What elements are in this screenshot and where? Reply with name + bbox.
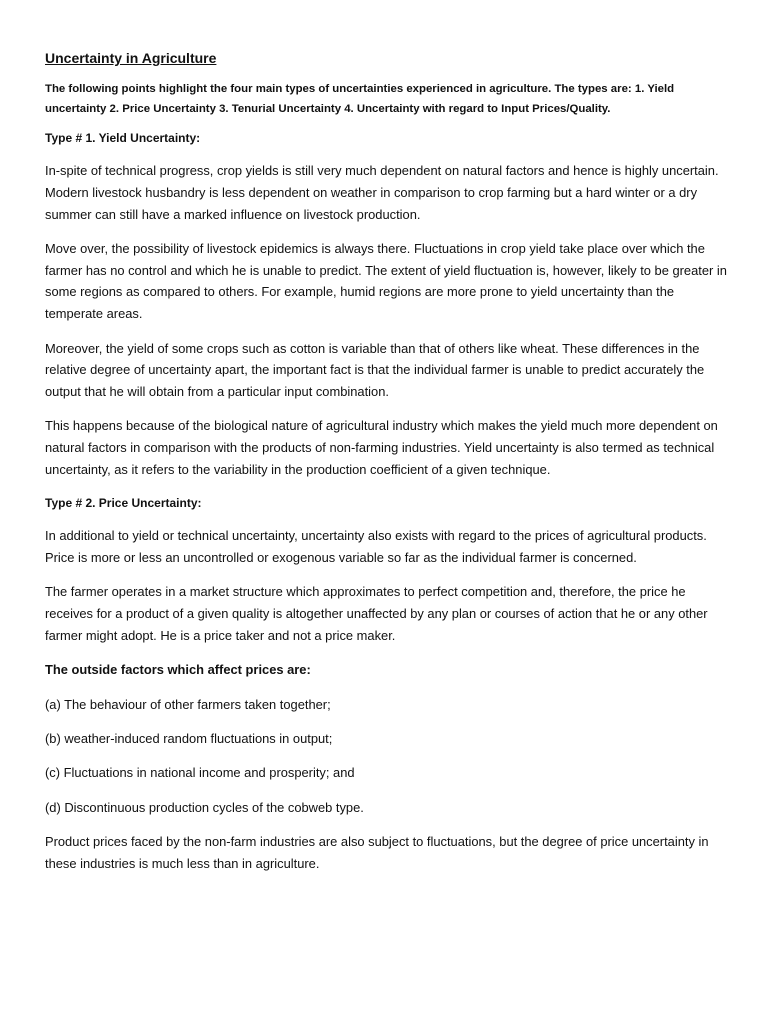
paragraph: The farmer operates in a market structure which approximates to perfect competition and, therefore, the price he receives for a product of a given quality is altogether unaffected by any plan or courses of action that he or any other farmer might adopt. He is a price taker and not a price maker. xyxy=(45,584,708,644)
section-heading-yield: Type # 1. Yield Uncertainty: xyxy=(45,131,201,145)
list-item: (c) Fluctuations in national income and prosperity; and xyxy=(45,765,355,781)
list-item: (d) Discontinuous production cycles of the cobweb type. xyxy=(45,799,364,815)
list-item: (b) weather-induced random fluctuations in output; xyxy=(45,730,333,746)
paragraph: This happens because of the biological nature of agricultural industry which makes the yield much more dependent on natural factors in comparison with the products of non-farming industries. Yield uncertainty is also termed as technical uncertainty, as it refers to the variability in the production coefficient of a given technique. xyxy=(45,418,718,478)
document-page xyxy=(45,48,735,887)
section-heading-price: Type # 2. Price Uncertainty: xyxy=(45,496,202,511)
factors-heading: The outside factors which affect prices are: xyxy=(45,662,311,678)
document-title: Uncertainty in Agriculture xyxy=(45,50,217,66)
paragraph: Moreover, the yield of some crops such as cotton is variable than that of others like wheat. These differences in the relative degree of uncertainty apart, the important fact is that the individual farmer is unable to predict accurately the output that he will obtain from a particular input combination. xyxy=(45,340,705,400)
closing-paragraph: Product prices faced by the non-farm industries are also subject to fluctuations, but the degree of price uncertainty in these industries is much less than in agriculture. xyxy=(45,833,709,871)
paragraph: In additional to yield or technical uncertainty, uncertainty also exists with regard to the prices of agricultural products. Price is more or less an uncontrolled or exogenous variable so far as the individual farmer is concerned. xyxy=(45,528,707,566)
paragraph: In-spite of technical progress, crop yields is still very much dependent on natural factors and hence is highly uncertain. Modern livestock husbandry is less dependent on weather in comparison to crop farming but a hard winter or a dry summer can still have a marked influence on livestock production. xyxy=(45,163,719,222)
intro-paragraph: The following points highlight the four main types of uncertainties experienced in agriculture. The types are: 1. Yield uncertainty 2. Price Uncertainty 3. Tenurial Uncertainty 4. Uncertainty with regard to Input Prices/Quality. xyxy=(45,83,675,115)
list-item: (a) The behaviour of other farmers taken together; xyxy=(45,696,331,712)
paragraph: Move over, the possibility of livestock epidemics is always there. Fluctuations in crop yield take place over which the farmer has no control and which he is unable to predict. The extent of yield fluctuation is, however, likely to be greater in some regions as compared to others. For example, humid regions are more prone to yield uncertainty than the temperate areas. xyxy=(45,240,727,322)
